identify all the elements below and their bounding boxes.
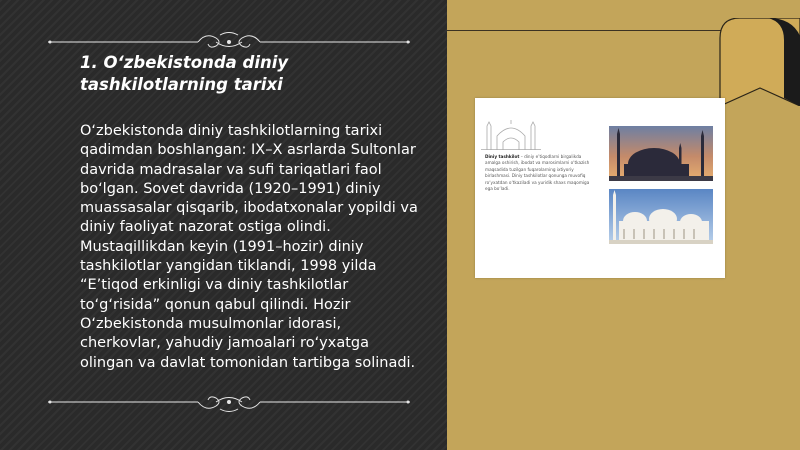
card-term: Diniy tashkilot [485, 154, 520, 159]
card-text [485, 154, 597, 192]
bookmark-ribbon-icon [718, 18, 800, 106]
slide-title: 1. O‘zbekistonda diniy tashkilotlarning tarixi [80, 53, 289, 94]
mosque-photo [609, 189, 713, 244]
scroll-ornament-icon [48, 390, 410, 414]
slide-body-text: O‘zbekistonda diniy tashkilotlarning tarixi qadimdan boshlangan: IX–X asrlarda Sultonlar davrida madrasalar va sufi tariqatlari faol bo‘lgan. Sovet davrida (1920–1991) diniy muassasalar qisqarib, ibodatxonalar yopildi va diniy faoliyat nazorat ostiga olindi. Mustaqillikdan keyin (1991–hozir) diniy tashkilotlar yangidan tiklandi, 1998 yilda “E’tiqod erkinligi va diniy tashkilotlar to‘g‘risida” qonun qabul qilindi. Hozir O‘zbekistonda musulmonlar idorasi, cherkovlar, yahudiy jamoalari ro‘yxatga olingan va davlat tomonidan tartibga solinadi. [80, 123, 418, 371]
image-card [475, 98, 725, 278]
scroll-ornament-icon [48, 30, 410, 54]
mosque-photo [609, 126, 713, 181]
mosque-outline-icon [481, 118, 541, 150]
card-definition: – diniy e’tiqodlarni birgalikda amalga oshirish, ibodat va marosimlarni o‘tkazish maqsadida tuzilgan fuqarolarning ixtiyoriy birlashmasi. Diniy tashkilotlar qonunga muvofiq ro‘yxatdan o‘tkaziladi va yuridik shaxs maqomiga ega bo‘ladi. [485, 154, 590, 192]
